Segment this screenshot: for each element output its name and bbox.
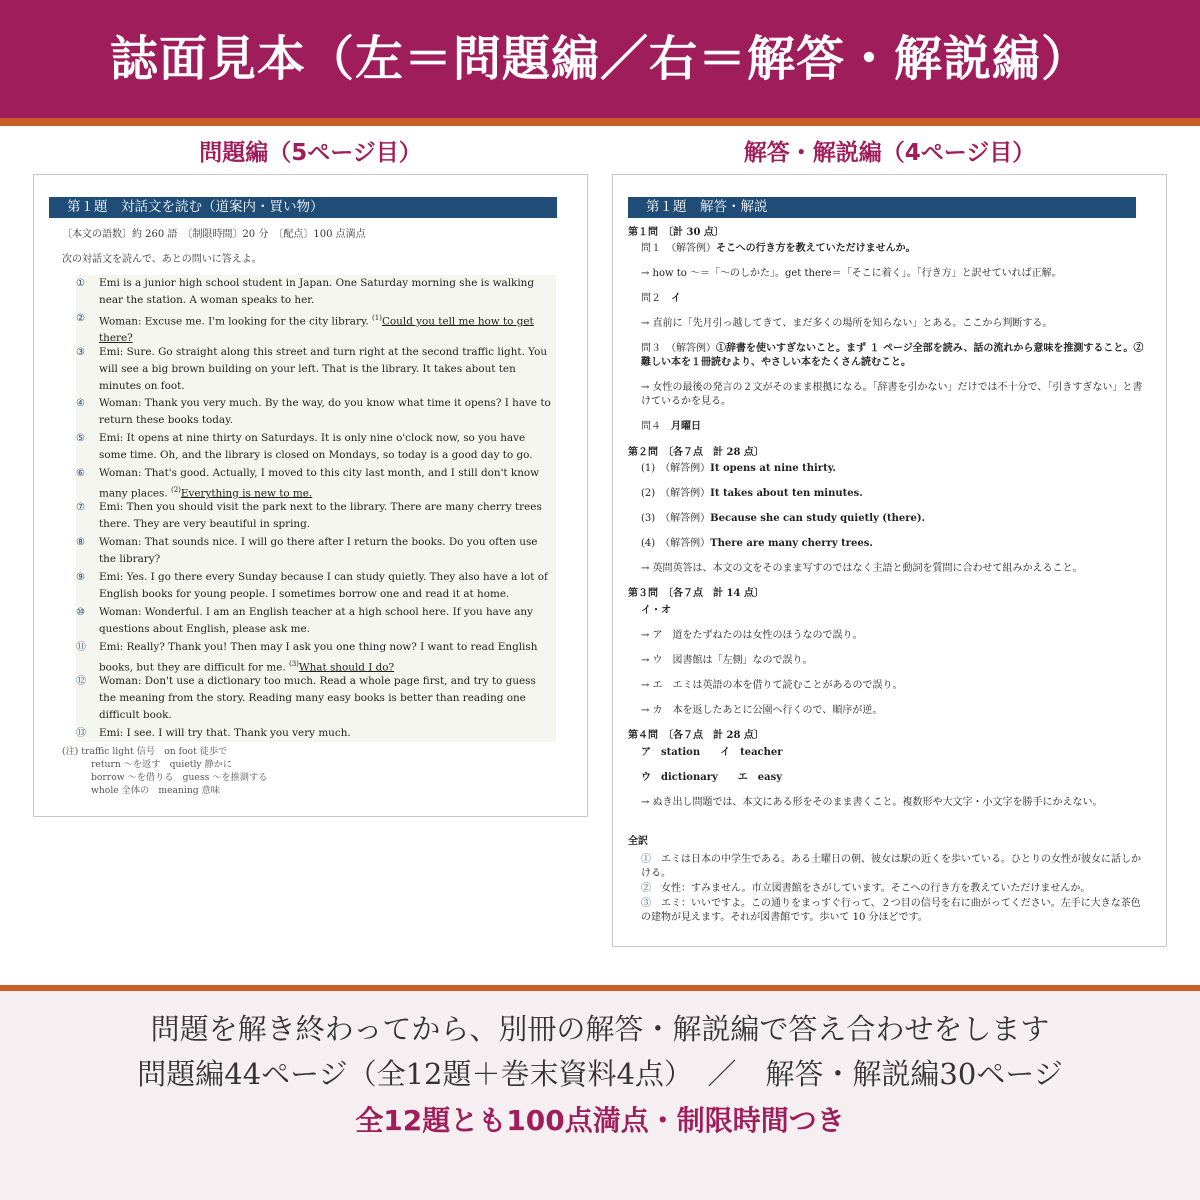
line-text: Woman: Thank you very much. By the way, do you know what time it opens? I have to return these books today. bbox=[99, 397, 551, 426]
line-number: ⑬ bbox=[76, 728, 86, 739]
footer-highlight: 全12題とも100点満点・制限時間つき bbox=[355, 1104, 845, 1137]
line-text-part: Emi: Really? Thank you! Then may I ask you one thing now? I want to read English books, but they are difficult for me. bbox=[99, 641, 538, 674]
answer-label: (4) （解答例） bbox=[641, 538, 711, 549]
line-number: ② bbox=[76, 313, 85, 324]
q3-note: → カ 本を返したあとに公園へ行くので、順序が逆。 bbox=[641, 705, 883, 716]
underlined-part: Everything is new to me. bbox=[180, 487, 313, 500]
answer-text: There are many cherry trees. bbox=[710, 538, 873, 549]
answer-text: It opens at nine thirty. bbox=[710, 463, 836, 474]
footer-line-1: 問題を解き終わってから、別冊の解答・解説編で答え合わせをします bbox=[150, 1012, 1050, 1046]
line-text bbox=[99, 639, 554, 676]
answer-text: 月曜日 bbox=[671, 421, 701, 432]
line-number: ① bbox=[641, 854, 651, 865]
line-text: Emi: It opens at nine thirty on Saturdays. It is only nine o'clock now, so you have some time. Oh, and the library is closed on Mondays, so today is a good day to go. bbox=[99, 432, 533, 461]
q1-3-answer bbox=[641, 342, 1146, 369]
line-number: ⑫ bbox=[76, 676, 86, 687]
answer-label: 問４ bbox=[641, 421, 671, 432]
q1-3-note: → 女性の最後の発言の２文がそのまま根拠になる。「辞書を引かない」だけでは不十分で、「引きすぎない」と書けているかを見る。 bbox=[641, 382, 1143, 407]
footer-panel bbox=[0, 991, 1200, 1200]
answer-label: (1) （解答例） bbox=[641, 463, 711, 474]
note-line: borrow ～を借りる guess ～を推測する bbox=[91, 772, 268, 783]
underline-marker: (1) bbox=[372, 314, 382, 322]
answer-label: (2) （解答例） bbox=[641, 488, 711, 499]
note-line: whole 全体の meaning 意味 bbox=[91, 785, 220, 796]
answer-title-bar: 第１題 解答・解説 bbox=[628, 197, 1136, 218]
q1-2-answer bbox=[641, 292, 1146, 306]
answer-page bbox=[612, 174, 1167, 947]
line-text: Emi: Then you should visit the park next to the library. There are many cherry trees there. They are very beautiful in spring. bbox=[99, 501, 542, 530]
line-number: ⑥ bbox=[76, 468, 85, 479]
note-line: (注) traffic light 信号 on foot 徒歩で bbox=[62, 746, 228, 757]
answer-text: イ bbox=[671, 293, 681, 304]
q1-4-answer bbox=[641, 420, 1146, 434]
q4-answer-row: ア station イ teacher bbox=[641, 747, 783, 758]
problem-meta: 〔本文の語数〕約 260 語 〔制限時間〕20 分 〔配点〕100 点満点 bbox=[62, 229, 366, 240]
q3-note: → ウ 図書館は「左側」なので誤り。 bbox=[641, 655, 813, 666]
line-text: Emi: Sure. Go straight along this street and turn right at the second traffic light. You will see a big brown building on your left. That is the library. It takes about ten minutes on foot. bbox=[99, 346, 548, 392]
line-text bbox=[99, 465, 554, 502]
q1-1-note: → how to ～＝「～のしかた」。get there＝「そこに着く」。「行き方」と訳せていれば正解。 bbox=[641, 268, 1062, 279]
translation-line bbox=[641, 882, 1146, 896]
line-text: Woman: That sounds nice. I will go there after I return the books. Do you often use the library? bbox=[99, 536, 538, 565]
vocab-notes bbox=[62, 745, 562, 797]
translation-line bbox=[641, 897, 1146, 924]
q2-1-answer bbox=[641, 462, 1146, 476]
line-text: エミは日本の中学生である。ある土曜日の朝、彼女は駅の近くを歩いている。ひとりの女性が彼女に話しかける。 bbox=[641, 854, 1141, 879]
translation-line bbox=[641, 853, 1146, 880]
line-number: ⑦ bbox=[76, 502, 85, 513]
q3-note: → エ エミは英語の本を借りて読むことがあるので誤り。 bbox=[641, 680, 903, 691]
problem-title-bar: 第１題 対話文を読む（道案内・買い物） bbox=[49, 197, 557, 218]
footer-line-2: 問題編44ページ（全12題＋巻末資料4点） ／ 解答・解説編30ページ bbox=[137, 1057, 1063, 1091]
line-number: ④ bbox=[76, 398, 85, 409]
line-number: ③ bbox=[641, 898, 651, 909]
q2-3-answer bbox=[641, 512, 1146, 526]
line-number: ① bbox=[76, 278, 85, 289]
q2-heading: 第２問 〔各７点 計 28 点〕 bbox=[628, 447, 764, 458]
line-text: 女性：すみません。市立図書館をさがしています。そこへの行き方を教えていただけませんか。 bbox=[661, 883, 1091, 894]
note-line: return ～を返す quietly 静かに bbox=[91, 759, 233, 770]
underlined-part: What should I do? bbox=[298, 661, 395, 674]
line-number: ⑨ bbox=[76, 572, 85, 583]
dialogue-box bbox=[76, 275, 556, 742]
answer-label: 問１ （解答例） bbox=[641, 243, 716, 254]
page-title: 誌面見本（左＝問題編／右＝解答・解説編） bbox=[109, 31, 1090, 87]
underline-marker: (3) bbox=[289, 660, 299, 668]
line-number: ② bbox=[641, 883, 651, 894]
line-number: ⑧ bbox=[76, 537, 85, 548]
answer-text: It takes about ten minutes. bbox=[710, 488, 863, 499]
line-text: Woman: Don't use a dictionary too much. Read a whole page first, and try to guess the meaning from the story. Reading many easy books is better than reading one difficult book. bbox=[99, 675, 536, 721]
line-number: ③ bbox=[76, 347, 85, 358]
q2-4-answer bbox=[641, 537, 1146, 551]
q2-note: → 英問英答は、本文の文をそのまま写すのではなく主語と動詞を質問に合わせて組みかえること。 bbox=[641, 563, 1083, 574]
underline-marker: (2) bbox=[171, 486, 181, 494]
answer-label: 問２ bbox=[641, 293, 671, 304]
line-text: Woman: Wonderful. I am an English teacher at a high school here. If you have any questions about English, please ask me. bbox=[99, 606, 533, 635]
answer-label: (3) （解答例） bbox=[641, 513, 711, 524]
q3-heading: 第３問 〔各７点 計 14 点〕 bbox=[628, 588, 764, 599]
line-text bbox=[99, 310, 554, 347]
line-number: ⑤ bbox=[76, 433, 85, 444]
line-text: Emi is a junior high school student in Japan. One Saturday morning she is walking near the station. A woman speaks to her. bbox=[99, 277, 534, 306]
q2-2-answer bbox=[641, 487, 1146, 501]
underlined-part: Could you tell me how to get there? bbox=[99, 315, 534, 345]
answer-text: Because she can study quietly (there). bbox=[710, 513, 926, 524]
problem-instruction: 次の対話文を読んで、あとの問いに答えよ。 bbox=[62, 254, 262, 265]
line-text: Emi: Yes. I go there every Sunday because I can study quietly. They also have a lot of English books for young people. I sometimes borrow one and read it at home. bbox=[99, 571, 548, 600]
line-number: ⑩ bbox=[76, 607, 85, 618]
q1-2-note: → 直前に「先月引っ越してきて、まだ多くの場所を知らない」とある。ここから判断する。 bbox=[641, 318, 1053, 329]
line-text-part: Woman: That's good. Actually, I moved to this city last month, and I still don't know many places. bbox=[99, 467, 540, 500]
q4-heading: 第４問 〔各７点 計 28 点〕 bbox=[628, 730, 764, 741]
answer-text: そこへの行き方を教えていただけませんか。 bbox=[716, 243, 916, 254]
line-text: エミ：いいですよ。この通りをまっすぐ行って、２つ目の信号を右に曲がってください。左手に大きな茶色の建物が見えます。それが図書館です。歩いて 10 分ほどです。 bbox=[641, 898, 1141, 923]
q3-note: → ア 道をたずねたのは女性のほうなので誤り。 bbox=[641, 630, 863, 641]
q1-heading: 第１問 〔計 30 点〕 bbox=[628, 227, 724, 238]
line-text: Emi: I see. I will try that. Thank you very much. bbox=[99, 727, 351, 739]
left-column-title: 問題編（5ページ目） bbox=[199, 140, 422, 166]
line-number: ⑪ bbox=[76, 642, 86, 653]
q4-answer-row: ウ dictionary エ easy bbox=[641, 772, 783, 783]
q1-1-answer bbox=[641, 242, 1146, 256]
answer-label: 問３ （解答例） bbox=[641, 343, 716, 354]
translation-heading: 全訳 bbox=[628, 836, 648, 847]
answer-text: ①辞書を使いすぎないこと。まず １ ページ全部を読み、話の流れから意味を推測すること。②難しい本を１冊読むより、やさしい本をたくさん読むこと。 bbox=[641, 343, 1144, 368]
q3-answer: イ・オ bbox=[641, 605, 671, 616]
right-column-title: 解答・解説編（4ページ目） bbox=[743, 140, 1036, 166]
line-text-part: Woman: Excuse me. I'm looking for the city library. bbox=[99, 315, 373, 328]
header-stripe bbox=[0, 118, 1200, 126]
q4-note: → ぬき出し問題では、本文にある形をそのまま書くこと。複数形や大文字・小文字を勝手にかえない。 bbox=[641, 797, 1103, 808]
problem-page bbox=[33, 174, 588, 817]
